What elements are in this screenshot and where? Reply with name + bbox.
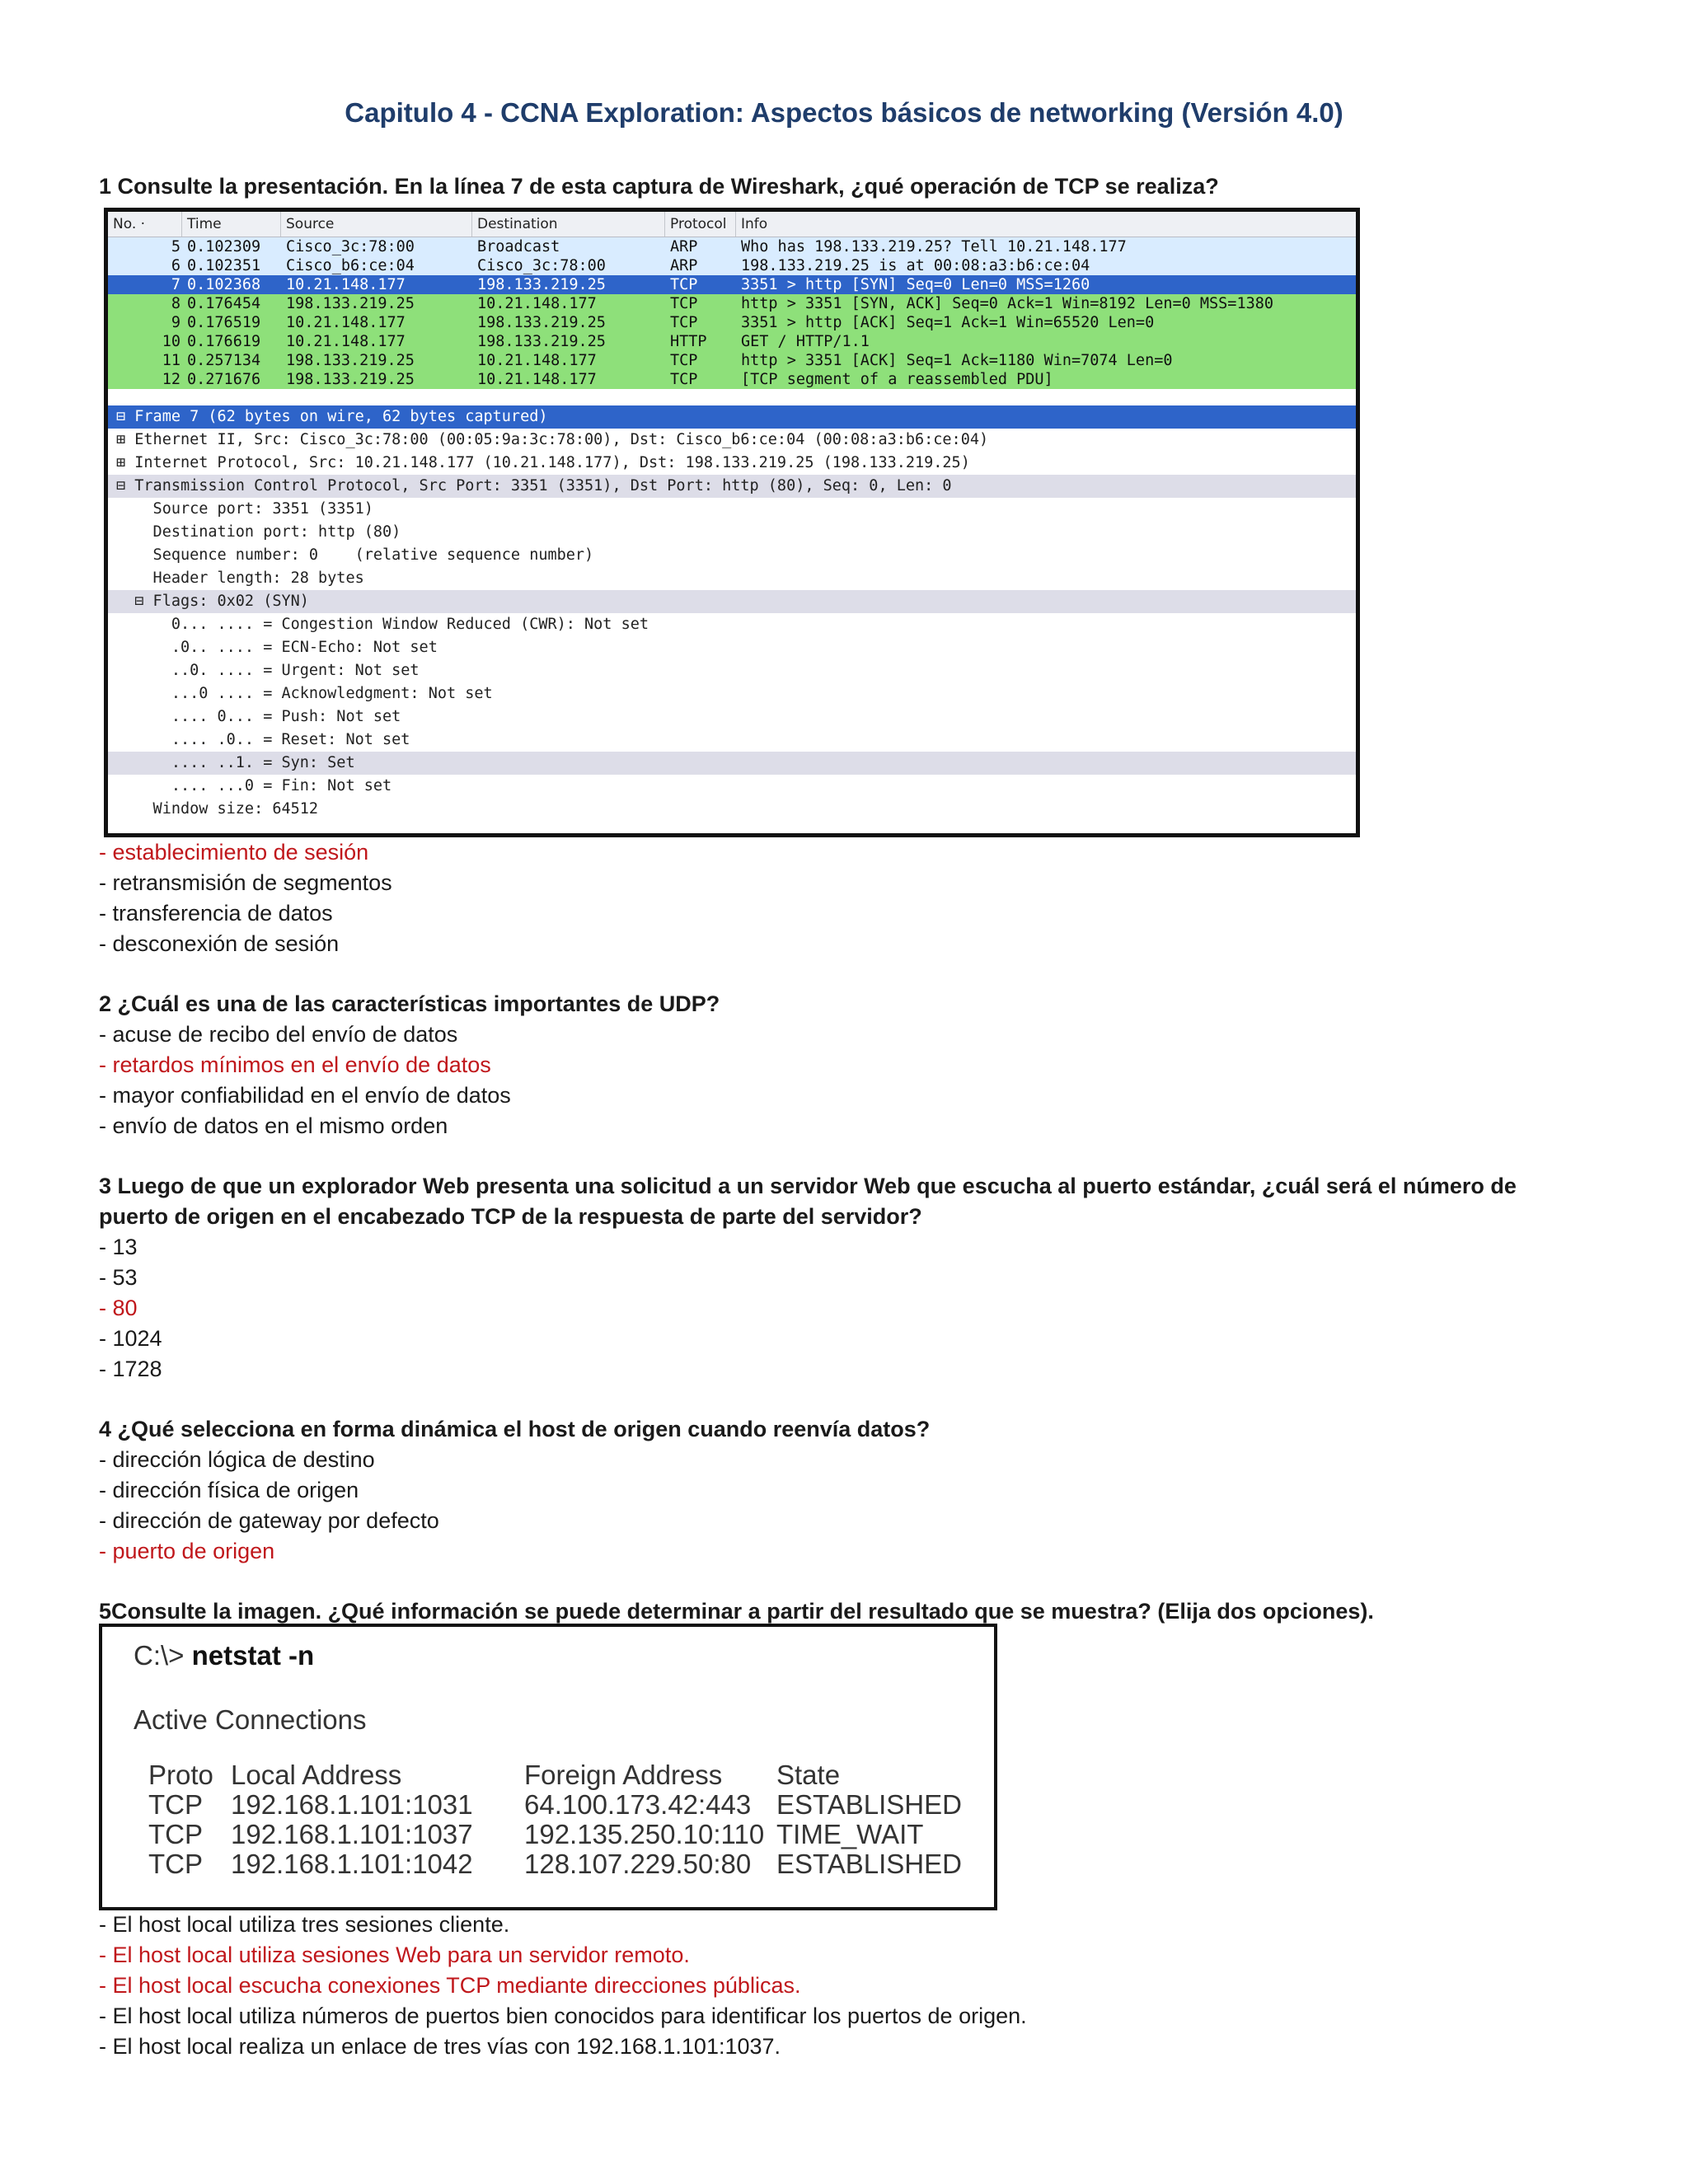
packet-list [108, 237, 1356, 389]
connections-table [148, 1760, 962, 1879]
answer-option: - mayor confiabilidad en el envío de datos [99, 1083, 511, 1108]
packet-row [108, 256, 1356, 275]
packet-destination: 10.21.148.177 [477, 295, 597, 312]
detail-line: .... .0.. = Reset: Not set [116, 731, 410, 748]
answer-option: - El host local escucha conexiones TCP mediante direcciones públicas. [99, 1973, 801, 1998]
connection-local: 192.168.1.101:1037 [231, 1819, 473, 1849]
connection-row [148, 1790, 962, 1820]
column-no: No. · [108, 212, 182, 237]
packet-source: 10.21.148.177 [286, 276, 406, 293]
packet-info: 3351 > http [ACK] Seq=1 Ack=1 Win=65520 Len=0 [741, 314, 1155, 331]
packet-destination: 198.133.219.25 [477, 276, 606, 293]
packet-protocol: TCP [670, 276, 698, 293]
packet-time: 0.257134 [187, 352, 261, 369]
column-proto: Proto [148, 1760, 213, 1790]
packet-destination: Broadcast [477, 238, 560, 255]
connection-local: 192.168.1.101:1042 [231, 1849, 473, 1879]
connection-proto: TCP [148, 1849, 203, 1879]
connection-proto: TCP [148, 1819, 203, 1849]
packet-time: 0.176454 [187, 295, 261, 312]
connection-row [148, 1820, 962, 1849]
packet-row [108, 294, 1356, 313]
answer-option: - 1024 [99, 1326, 162, 1351]
detail-line: ⊟ Flags: 0x02 (SYN) [108, 590, 1356, 613]
packet-no: 11 [162, 352, 181, 369]
options-4 [99, 1445, 1582, 1567]
column-state: State [776, 1760, 841, 1790]
detail-line: Sequence number: 0 (relative sequence number) [116, 546, 594, 564]
connection-local: 192.168.1.101:1031 [231, 1789, 473, 1820]
column-info: Info [741, 216, 768, 232]
packet-no: 9 [171, 314, 181, 331]
command-text: netstat -n [191, 1640, 315, 1671]
packet-row [108, 332, 1356, 351]
options-5 [99, 1910, 1582, 2062]
column-protocol: Protocol [665, 212, 736, 237]
detail-line: ⊞ Ethernet II, Src: Cisco_3c:78:00 (00:05:9a:3c:78:00), Dst: Cisco_b6:ce:04 (00:08:a3:b6:ce:04) [116, 431, 989, 448]
detail-line: ⊟ Frame 7 (62 bytes on wire, 62 bytes captured) [108, 405, 1356, 429]
detail-line: 0... .... = Congestion Window Reduced (CWR): Not set [116, 616, 649, 633]
active-connections-heading: Active Connections [134, 1704, 367, 1735]
packet-info: 198.133.219.25 is at 00:08:a3:b6:ce:04 [741, 257, 1090, 274]
column-time: Time [182, 212, 281, 237]
packet-time: 0.102309 [187, 238, 261, 255]
connections-header [148, 1760, 962, 1790]
packet-source: 10.21.148.177 [286, 333, 406, 350]
packet-destination: Cisco_3c:78:00 [477, 257, 606, 274]
answer-option: - 80 [99, 1296, 138, 1320]
question-3: 3 Luego de que un explorador Web presenta una solicitud a un servidor Web que escucha al puerto estándar, ¿cuál será el número de puerto de origen en el encabezado TCP de la respuesta de parte del servidor? [99, 1174, 1517, 1229]
connection-proto: TCP [148, 1789, 203, 1820]
packet-info: GET / HTTP/1.1 [741, 333, 870, 350]
packet-destination: 198.133.219.25 [477, 333, 606, 350]
connection-state: ESTABLISHED [776, 1849, 962, 1879]
pane-divider [108, 389, 1356, 405]
answer-option: - acuse de recibo del envío de datos [99, 1022, 458, 1047]
packet-source: Cisco_b6:ce:04 [286, 257, 415, 274]
detail-line: .... ...0 = Fin: Not set [116, 777, 392, 794]
packet-row [108, 237, 1356, 256]
packet-no: 12 [162, 371, 181, 388]
answer-option: - El host local utiliza sesiones Web para un servidor remoto. [99, 1943, 690, 1967]
wireshark-capture [104, 208, 1360, 837]
detail-line: Destination port: http (80) [116, 523, 401, 541]
question-4: 4 ¿Qué selecciona en forma dinámica el host de origen cuando reenvía datos? [99, 1417, 931, 1441]
connection-state: TIME_WAIT [776, 1819, 924, 1849]
packet-source: 198.133.219.25 [286, 371, 415, 388]
packet-destination: 10.21.148.177 [477, 352, 597, 369]
column-local-address: Local Address [231, 1760, 402, 1790]
packet-no: 6 [171, 257, 181, 274]
packet-no: 8 [171, 295, 181, 312]
detail-line: Window size: 64512 [116, 800, 319, 818]
packet-info: 3351 > http [SYN] Seq=0 Len=0 MSS=1260 [741, 276, 1090, 293]
answer-option: - transferencia de datos [99, 901, 333, 926]
packet-details [108, 405, 1356, 821]
packet-row [108, 313, 1356, 332]
packet-row [108, 351, 1356, 370]
question-1: 1 Consulte la presentación. En la línea 7 de esta captura de Wireshark, ¿qué operación de TCP se realiza? [99, 174, 1219, 199]
detail-line: ⊞ Internet Protocol, Src: 10.21.148.177 (10.21.148.177), Dst: 198.133.219.25 (198.133.219.25) [116, 454, 970, 471]
packet-protocol: ARP [670, 257, 698, 274]
options-2 [99, 1019, 1582, 1141]
packet-row [108, 370, 1356, 389]
packet-row [108, 275, 1356, 294]
detail-line: Source port: 3351 (3351) [116, 500, 373, 518]
connection-foreign: 64.100.173.42:443 [524, 1789, 752, 1820]
connection-state: ESTABLISHED [776, 1789, 962, 1820]
question-2: 2 ¿Cuál es una de las características importantes de UDP? [99, 991, 720, 1016]
connection-row [148, 1849, 962, 1879]
packet-info: Who has 198.133.219.25? Tell 10.21.148.177 [741, 238, 1127, 255]
options-3 [99, 1232, 1582, 1385]
packet-no: 7 [171, 276, 181, 293]
packet-info: http > 3351 [SYN, ACK] Seq=0 Ack=1 Win=8192 Len=0 MSS=1380 [741, 295, 1274, 312]
answer-option: - 13 [99, 1235, 138, 1259]
detail-line: .... 0... = Push: Not set [116, 708, 401, 725]
detail-line: .... ..1. = Syn: Set [108, 752, 1356, 775]
packet-source: Cisco_3c:78:00 [286, 238, 415, 255]
answer-option: - puerto de origen [99, 1539, 275, 1563]
question-5: 5Consulte la imagen. ¿Qué información se puede determinar a partir del resultado que se muestra? (Elija dos opciones). [99, 1599, 1374, 1624]
answer-option: - dirección de gateway por defecto [99, 1508, 439, 1533]
packet-protocol: ARP [670, 238, 698, 255]
command-prompt: C:\> [134, 1640, 185, 1671]
detail-line: .0.. .... = ECN-Echo: Not set [116, 639, 438, 656]
detail-line: ⊟ Transmission Control Protocol, Src Port: 3351 (3351), Dst Port: http (80), Seq: 0, Len: 0 [108, 475, 1356, 498]
answer-option: - El host local realiza un enlace de tres vías con 192.168.1.101:1037. [99, 2034, 781, 2059]
options-1 [99, 837, 1582, 959]
packet-time: 0.176619 [187, 333, 261, 350]
packet-time: 0.102351 [187, 257, 261, 274]
column-foreign-address: Foreign Address [524, 1760, 723, 1790]
packet-no: 5 [171, 238, 181, 255]
command-line [134, 1640, 314, 1671]
column-source: Source [281, 212, 472, 237]
packet-protocol: TCP [670, 295, 698, 312]
answer-option: - El host local utiliza tres sesiones cliente. [99, 1912, 510, 1937]
packet-protocol: TCP [670, 314, 698, 331]
packet-destination: 10.21.148.177 [477, 371, 597, 388]
answer-option: - 1728 [99, 1357, 162, 1381]
packet-time: 0.271676 [187, 371, 261, 388]
packet-no: 10 [162, 333, 181, 350]
packet-protocol: TCP [670, 352, 698, 369]
detail-line: Header length: 28 bytes [116, 569, 364, 587]
answer-option: - envío de datos en el mismo orden [99, 1113, 448, 1138]
connection-foreign: 128.107.229.50:80 [524, 1849, 752, 1879]
packet-info: http > 3351 [ACK] Seq=1 Ack=1180 Win=7074 Len=0 [741, 352, 1173, 369]
packet-time: 0.102368 [187, 276, 261, 293]
detail-line: ..0. .... = Urgent: Not set [116, 662, 420, 679]
answer-option: - retardos mínimos en el envío de datos [99, 1052, 491, 1077]
column-destination: Destination [472, 212, 665, 237]
answer-option: - El host local utiliza números de puertos bien conocidos para identificar los puertos de origen. [99, 2004, 1027, 2028]
answer-option: - dirección física de origen [99, 1478, 359, 1502]
connection-foreign: 192.135.250.10:110 [524, 1819, 765, 1849]
wireshark-column-header [108, 212, 1356, 237]
packet-protocol: HTTP [670, 333, 707, 350]
packet-protocol: TCP [670, 371, 698, 388]
packet-time: 0.176519 [187, 314, 261, 331]
answer-option: - desconexión de sesión [99, 931, 340, 956]
answer-option: - 53 [99, 1265, 138, 1290]
packet-source: 198.133.219.25 [286, 295, 415, 312]
detail-line: ...0 .... = Acknowledgment: Not set [116, 685, 493, 702]
packet-destination: 198.133.219.25 [477, 314, 606, 331]
answer-option: - retransmisión de segmentos [99, 870, 392, 895]
netstat-output [99, 1624, 997, 1910]
packet-info: [TCP segment of a reassembled PDU] [741, 371, 1053, 388]
answer-option: - dirección lógica de destino [99, 1447, 375, 1472]
packet-source: 10.21.148.177 [286, 314, 406, 331]
document-title: Capitulo 4 - CCNA Exploration: Aspectos básicos de networking (Versión 4.0) [345, 97, 1343, 128]
answer-option: - establecimiento de sesión [99, 840, 369, 865]
packet-source: 198.133.219.25 [286, 352, 415, 369]
